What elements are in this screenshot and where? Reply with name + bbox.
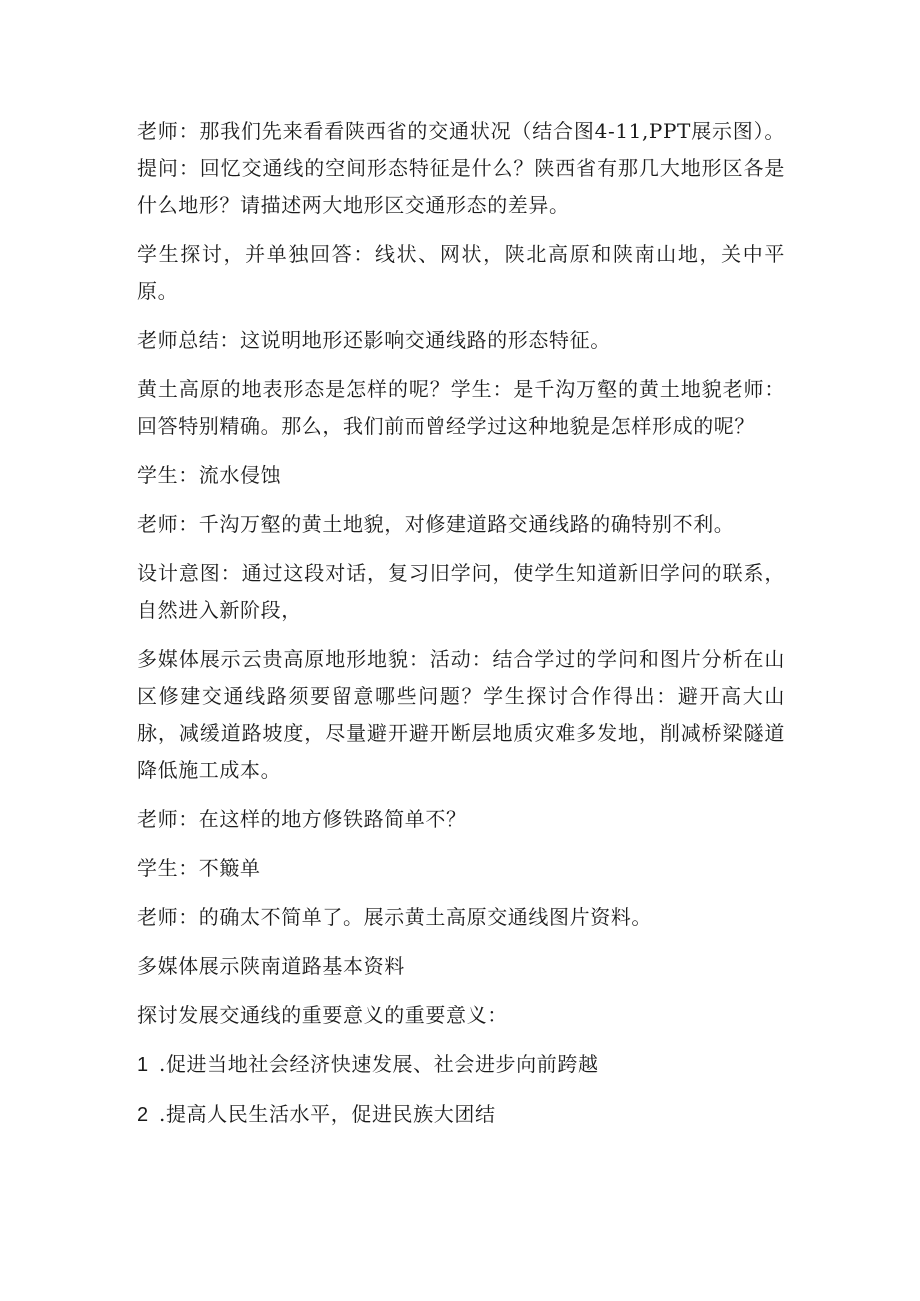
paragraph-student-erosion: 学生：流水侵蚀 <box>137 463 282 487</box>
paragraph-multimedia-shaannan: 多媒体展示陕南道路基本资料 <box>137 954 405 978</box>
list-item-text: .提高人民生活水平，促进民族大团结 <box>159 1102 496 1126</box>
list-item <box>137 1096 785 1134</box>
document-body <box>137 113 785 1146</box>
list-item-number: 1 <box>137 1054 149 1076</box>
paragraph-loess-plateau: 黄土高原的地表形态是怎样的呢？学生：是千沟万壑的黄土地貌老师：回答特别精确。那么，我们前而曾经学过这种地貌是怎样形成的呢？ <box>137 377 785 438</box>
paragraph-student-reply: 学生：不簸单 <box>137 856 261 880</box>
list-item-text: .促进当地社会经济快速发展、社会进步向前跨越 <box>159 1052 599 1076</box>
paragraph-teacher-terrain: 老师：千沟万壑的黄土地貌，对修建道路交通线路的确特别不利。 <box>137 512 735 536</box>
paragraph-design-intent: 设计意图：通过这段对话，复习旧学问，使学生知道新旧学问的联系，自然进入新阶段， <box>137 561 785 622</box>
list-item <box>137 1046 785 1084</box>
paragraph-student-answer: 学生探讨，并单独回答：线状、网状，陕北高原和陕南山地，关中平原。 <box>137 242 785 303</box>
paragraph-discussion: 探讨发展交通线的重要意义的重要意义： <box>137 1003 508 1027</box>
list-item-number: 2 <box>137 1104 149 1126</box>
paragraph-teacher-summary: 老师总结：这说明地形还影响交通线路的形态特征。 <box>137 328 611 352</box>
paragraph-teacher-show: 老师：的确太不简单了。展示黄土高原交通线图片资料。 <box>137 905 652 929</box>
paragraph-teacher-intro: 老师：那我们先来看看陕西省的交通状况（结合图4-11,PPT展示图）。提问：回忆交通线的空间形态特征是什么？陕西省有那几大地形区各是什么地形？请描述两大地形区交通形态的差异。 <box>137 119 785 217</box>
paragraph-teacher-question: 老师：在这样的地方修铁路简单不？ <box>137 807 467 831</box>
paragraph-multimedia-yungui: 多媒体展示云贵高原地形地貌：活动：结合学过的学问和图片分析在山区修建交通线路须要留意哪些问题？学生探讨合作得出：避开高大山脉，减缓道路坡度，尽量避开避开断层地质灾难多发地，削减桥梁隧道降低施工成本。 <box>137 647 785 782</box>
